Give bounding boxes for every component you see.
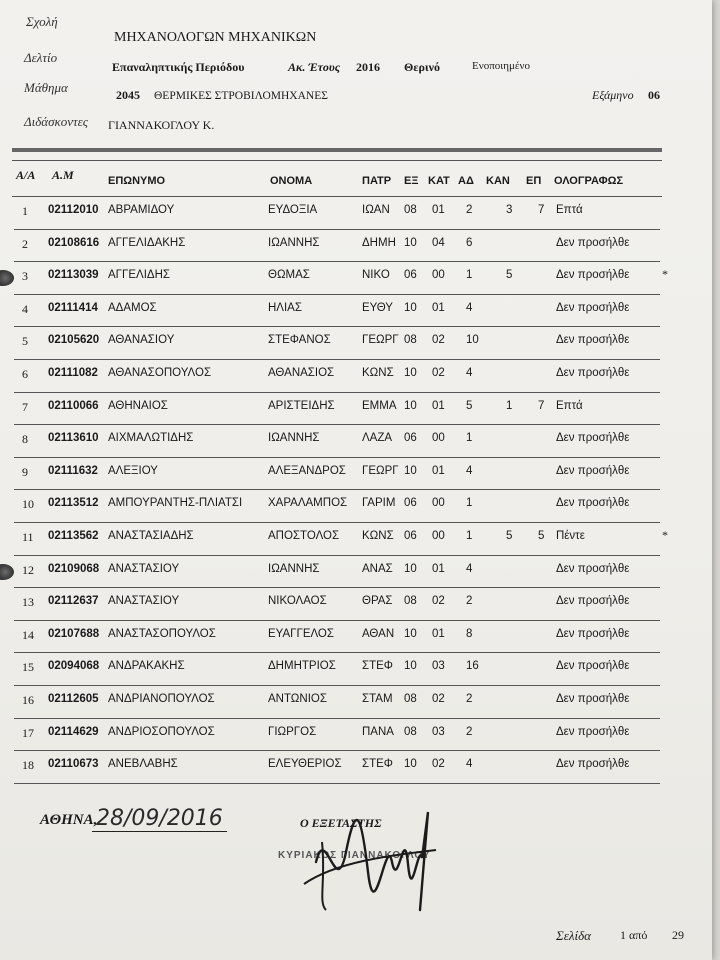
row-divider [14, 685, 660, 686]
school-label: Σχολή [26, 14, 58, 29]
cell-kat: 02 [432, 595, 445, 608]
cell-name: ΗΛΙΑΣ [268, 301, 302, 314]
cell-patr: ΠΑΝΑ [362, 725, 394, 738]
cell-ad: 1 [466, 497, 473, 510]
cell-patr: ΘΡΑΣ [362, 595, 393, 608]
cell-aa: 10 [22, 497, 34, 512]
cell-aa: 14 [22, 627, 34, 642]
cell-surname: ΑΝΑΣΤΑΣΙΟΥ [108, 595, 180, 608]
cell-aa: 18 [22, 758, 34, 773]
cell-patr: ΝΙΚΟ [362, 269, 390, 282]
cell-ad: 1 [466, 432, 473, 445]
cell-surname: ΑΙΧΜΑΛΩΤΙΔΗΣ [108, 432, 194, 445]
cell-name: ΕΥΔΟΞΙΑ [268, 204, 318, 216]
cell-kat: 01 [432, 562, 445, 575]
cell-surname: ΑΜΠΟΥΡΑΝΤΗΣ-ΠΛΙΑΤΣΙ [108, 497, 243, 510]
table-row [0, 524, 712, 556]
row-divider [14, 261, 660, 262]
table-row [0, 459, 712, 491]
cell-am: 02113610 [48, 432, 99, 445]
cell-aa: 12 [22, 562, 34, 577]
cell-kan: 1 [506, 399, 513, 412]
cell-words: Δεν προσήλθε [556, 595, 630, 608]
cell-kat: 01 [432, 399, 445, 412]
cell-kan: 3 [506, 204, 513, 216]
cell-aa: 3 [22, 269, 28, 284]
column-header-name: ΟΝΟΜΑ [270, 175, 313, 187]
row-divider [14, 294, 660, 295]
row-divider [14, 229, 660, 230]
cell-words: Δεν προσήλθε [556, 660, 630, 673]
cell-ep: 5 [538, 530, 545, 542]
cell-surname: ΑΝΕΒΛΑΒΗΣ [108, 758, 178, 771]
row-divider [14, 392, 660, 393]
cell-words: Δεν προσήλθε [556, 464, 630, 477]
header-divider [12, 148, 662, 152]
table-row [0, 394, 712, 426]
table-row [0, 687, 712, 719]
cell-kan: 5 [506, 269, 513, 282]
row-divider [14, 620, 660, 621]
cell-name: ΕΥΑΓΓΕΛΟΣ [268, 627, 334, 640]
cell-ex: 10 [404, 399, 417, 412]
cell-ad: 16 [466, 660, 479, 673]
table-row [0, 328, 712, 360]
handwritten-date: 28/09/2016 [92, 806, 227, 832]
cell-kat: 03 [432, 725, 445, 738]
cell-words: Δεν προσήλθε [556, 334, 630, 347]
cell-surname: ΑΝΑΣΤΑΣΙΟΥ [108, 562, 180, 575]
cell-am: 02112010 [48, 204, 99, 216]
table-row [0, 720, 712, 752]
page-total: 29 [672, 928, 684, 942]
row-star-mark: * [662, 267, 668, 282]
table-row [0, 589, 712, 621]
bulletin-label: Δελτίο [24, 50, 58, 65]
cell-am: 02110673 [48, 758, 99, 771]
row-divider [14, 424, 660, 425]
header-divider [12, 160, 662, 161]
cell-ex: 10 [404, 660, 417, 673]
cell-name: ΙΩΑΝΝΗΣ [268, 236, 320, 249]
school-value: ΜΗΧΑΝΟΛΟΓΩΝ ΜΗΧΑΝΙΚΩΝ [114, 30, 317, 45]
column-header-kat: ΚΑΤ [428, 175, 450, 187]
cell-patr: ΓΑΡΙΜ [362, 497, 396, 510]
cell-ex: 10 [404, 562, 417, 575]
cell-patr: ΕΜΜΑ [362, 399, 397, 412]
page-current: 1 από [620, 928, 648, 942]
cell-am: 02113039 [48, 269, 99, 282]
cell-kat: 01 [432, 204, 445, 216]
cell-kat: 01 [432, 627, 445, 640]
cell-patr: ΣΤΑΜ [362, 693, 393, 705]
cell-aa: 13 [22, 595, 34, 610]
cell-aa: 1 [22, 204, 28, 218]
cell-ex: 06 [404, 497, 417, 510]
cell-words: Δεν προσήλθε [556, 367, 630, 379]
footer-city: ΑΘΗΝΑ, [40, 812, 98, 828]
page-label: Σελίδα [556, 928, 591, 943]
cell-aa: 6 [22, 367, 28, 381]
cell-am: 02109068 [48, 562, 100, 575]
cell-words: Δεν προσήλθε [556, 497, 630, 510]
cell-ad: 6 [466, 236, 473, 249]
cell-surname: ΑΛΕΞΙΟΥ [108, 464, 158, 477]
cell-name: ΣΤΕΦΑΝΟΣ [268, 334, 331, 347]
season-value: Θερινό [404, 60, 440, 74]
column-header-words: ΟΛΟΓΡΑΦΩΣ [554, 175, 624, 187]
cell-aa: 15 [22, 660, 34, 675]
cell-ex: 10 [404, 367, 417, 379]
cell-name: ΧΑΡΑΛΑΜΠΟΣ [268, 497, 348, 510]
cell-ad: 1 [466, 269, 473, 282]
column-header-surname: ΕΠΩΝΥΜΟ [108, 175, 166, 187]
cell-ex: 08 [404, 334, 417, 347]
cell-am: 02114629 [48, 725, 99, 738]
examiner-stamp: ΚΥΡΙΑΚΟΣ ΓΙΑΝΝΑΚΟΓΛΟΥ [278, 850, 431, 861]
cell-am: 02111632 [48, 464, 98, 477]
cell-surname: ΑΝΔΡΙΟΣΟΠΟΥΛΟΣ [108, 725, 215, 738]
table-row [0, 752, 712, 784]
cell-patr: ΓΕΩΡΓ [362, 464, 399, 477]
row-divider [14, 457, 660, 458]
cell-surname: ΑΝΑΣΤΑΣΙΑΔΗΣ [108, 530, 194, 542]
cell-words: Δεν προσήλθε [556, 758, 630, 771]
year-value: 2016 [356, 60, 380, 74]
cell-patr: ΚΩΝΣ [362, 367, 394, 379]
cell-words: Δεν προσήλθε [556, 269, 630, 282]
course-code: 2045 [116, 88, 140, 102]
row-star-mark: * [662, 528, 668, 542]
cell-words: Δεν προσήλθε [556, 693, 630, 705]
cell-kat: 03 [432, 660, 445, 673]
cell-words: Δεν προσήλθε [556, 725, 630, 738]
cell-am: 02105620 [48, 334, 100, 347]
cell-ex: 06 [404, 530, 417, 542]
cell-name: ΙΩΑΝΝΗΣ [268, 432, 320, 445]
cell-patr: ΣΤΕΦ [362, 758, 393, 771]
cell-name: ΙΩΑΝΝΗΣ [268, 562, 320, 575]
cell-ex: 10 [404, 758, 417, 771]
cell-kat: 01 [432, 464, 445, 477]
row-divider [14, 718, 660, 719]
cell-aa: 7 [22, 399, 28, 414]
cell-ex: 06 [404, 432, 417, 445]
cell-ad: 5 [466, 399, 473, 412]
cell-patr: ΔΗΜΗ [362, 236, 396, 249]
column-header-kan: ΚΑΝ [486, 175, 510, 187]
cell-words: Δεν προσήλθε [556, 236, 630, 249]
cell-aa: 11 [22, 530, 34, 544]
row-divider [14, 359, 660, 360]
row-divider [14, 326, 660, 327]
table-row [0, 263, 712, 295]
column-header-ep: ΕΠ [526, 175, 542, 187]
cell-patr: ΚΩΝΣ [362, 530, 394, 542]
cell-kat: 00 [432, 530, 445, 542]
cell-aa: 16 [22, 693, 34, 707]
cell-am: 02110066 [48, 399, 99, 412]
cell-patr: ΕΥΘΥ [362, 301, 393, 314]
table-row [0, 622, 712, 654]
cell-kat: 02 [432, 367, 445, 379]
cell-ex: 08 [404, 204, 417, 216]
cell-ad: 4 [466, 301, 473, 314]
semester-label: Εξάμηνο [592, 88, 634, 102]
cell-kat: 01 [432, 301, 445, 314]
cell-aa: 4 [22, 301, 28, 316]
cell-surname: ΑΒΡΑΜΙΔΟΥ [108, 204, 175, 216]
row-divider [14, 652, 660, 653]
cell-aa: 2 [22, 236, 28, 251]
semester-value: 06 [648, 88, 660, 102]
cell-name: ΘΩΜΑΣ [268, 269, 310, 282]
cell-words: Δεν προσήλθε [556, 301, 630, 314]
cell-surname: ΑΓΓΕΛΙΔΑΚΗΣ [108, 236, 186, 249]
row-divider [14, 522, 660, 523]
cell-kat: 02 [432, 693, 445, 705]
row-divider [14, 587, 660, 588]
cell-patr: ΙΩΑΝ [362, 204, 390, 216]
column-header-aa: Α/Α [16, 168, 36, 182]
course-label: Μάθημα [24, 80, 68, 95]
cell-name: ΑΝΤΩΝΙΟΣ [268, 693, 327, 705]
table-row [0, 198, 712, 230]
cell-words: Δεν προσήλθε [556, 432, 630, 445]
table-row [0, 426, 712, 458]
instructors-label: Διδάσκοντες [24, 114, 89, 129]
cell-am: 02108616 [48, 236, 100, 249]
bulletin-value: Επαναληπτικής Περιόδου [112, 60, 245, 74]
cell-ad: 10 [466, 334, 479, 347]
examiner-label: Ο ΕΞΕΤΑΣΤΗΣ [300, 816, 382, 830]
cell-ex: 10 [404, 301, 417, 314]
year-label: Ακ. Έτους [288, 60, 341, 74]
cell-patr: ΓΕΩΡΓ [362, 334, 399, 347]
table-row [0, 231, 712, 263]
cell-patr: ΣΤΕΦ [362, 660, 393, 673]
cell-ex: 08 [404, 595, 417, 608]
cell-words: Επτά [556, 204, 583, 216]
table-row [0, 557, 712, 589]
cell-name: ΝΙΚΟΛΑΟΣ [268, 595, 327, 608]
table-row [0, 296, 712, 328]
cell-name: ΑΘΑΝΑΣΙΟΣ [268, 367, 335, 379]
column-header-ex: ΕΞ [404, 175, 419, 187]
course-name: ΘΕΡΜΙΚΕΣ ΣΤΡΟΒΙΛΟΜΗΧΑΝΕΣ [154, 90, 328, 102]
cell-kat: 04 [432, 236, 445, 249]
cell-patr: ΑΝΑΣ [362, 562, 393, 575]
signature [296, 792, 446, 912]
cell-name: ΑΡΙΣΤΕΙΔΗΣ [268, 399, 335, 412]
cell-patr: ΛΑΖΑ [362, 432, 393, 445]
cell-name: ΕΛΕΥΘΕΡΙΟΣ [268, 758, 342, 771]
cell-ex: 10 [404, 627, 417, 640]
cell-kat: 00 [432, 497, 445, 510]
cell-aa: 8 [22, 432, 28, 447]
cell-ad: 1 [466, 530, 473, 542]
cell-ad: 4 [466, 367, 473, 379]
cell-surname: ΑΘΑΝΑΣΟΠΟΥΛΟΣ [108, 367, 212, 379]
cell-surname: ΑΝΔΡΑΚΑΚΗΣ [108, 660, 185, 673]
cell-am: 02107688 [48, 627, 100, 640]
table-row [0, 491, 712, 523]
cell-words: Πέντε [556, 530, 585, 542]
status-value: Ενοποιημένο [472, 60, 530, 72]
cell-name: ΔΗΜΗΤΡΙΟΣ [268, 660, 336, 673]
cell-am: 02111082 [48, 367, 98, 379]
row-divider [14, 555, 660, 556]
cell-ep: 7 [538, 204, 545, 216]
cell-surname: ΑΘΗΝΑΙΟΣ [108, 399, 168, 412]
cell-aa: 5 [22, 334, 28, 349]
cell-am: 02112605 [48, 693, 99, 705]
cell-aa: 9 [22, 464, 28, 479]
cell-am: 02094068 [48, 660, 100, 673]
row-divider [14, 489, 660, 490]
cell-name: ΑΛΕΞΑΝΔΡΟΣ [268, 464, 346, 477]
cell-patr: ΑΘΑΝ [362, 627, 395, 640]
table-row [0, 654, 712, 686]
cell-ex: 08 [404, 725, 417, 738]
cell-surname: ΑΝΑΣΤΑΣΟΠΟΥΛΟΣ [108, 627, 216, 640]
cell-kat: 02 [432, 334, 445, 347]
cell-words: Επτά [556, 399, 583, 412]
cell-ad: 4 [466, 562, 473, 575]
cell-am: 02113562 [48, 530, 99, 542]
cell-ad: 2 [466, 725, 473, 738]
row-divider [14, 783, 660, 784]
cell-surname: ΑΔΑΜΟΣ [108, 301, 157, 314]
cell-surname: ΑΘΑΝΑΣΙΟΥ [108, 334, 175, 347]
cell-aa: 17 [22, 725, 34, 740]
cell-ex: 08 [404, 693, 417, 705]
cell-ex: 06 [404, 269, 417, 282]
cell-surname: ΑΝΔΡΙΑΝΟΠΟΥΛΟΣ [108, 693, 215, 705]
cell-words: Δεν προσήλθε [556, 562, 630, 575]
row-divider [14, 750, 660, 751]
column-header-patr: ΠΑΤΡ [362, 175, 392, 187]
cell-kan: 5 [506, 530, 513, 542]
column-header-am: Α.Μ [52, 168, 74, 182]
cell-am: 02113512 [48, 497, 99, 510]
instructors-value: ΓΙΑΝΝΑΚΟΓΛΟΥ Κ. [108, 118, 215, 132]
cell-ex: 10 [404, 236, 417, 249]
cell-kat: 00 [432, 432, 445, 445]
cell-ad: 8 [466, 627, 473, 640]
column-header-ad: ΑΔ [458, 175, 474, 187]
cell-am: 02112637 [48, 595, 99, 608]
cell-kat: 02 [432, 758, 445, 771]
cell-ex: 10 [404, 464, 417, 477]
cell-words: Δεν προσήλθε [556, 627, 630, 640]
cell-ad: 4 [466, 758, 473, 771]
cell-kat: 00 [432, 269, 445, 282]
cell-ep: 7 [538, 399, 545, 412]
cell-am: 02111414 [48, 301, 98, 314]
cell-name: ΑΠΟΣΤΟΛΟΣ [268, 530, 340, 542]
cell-ad: 4 [466, 464, 473, 477]
cell-surname: ΑΓΓΕΛΙΔΗΣ [108, 269, 170, 282]
column-header-divider [12, 196, 662, 197]
table-row [0, 361, 712, 393]
cell-ad: 2 [466, 693, 473, 705]
cell-ad: 2 [466, 204, 473, 216]
cell-name: ΓΙΩΡΓΟΣ [268, 725, 317, 738]
cell-ad: 2 [466, 595, 473, 608]
